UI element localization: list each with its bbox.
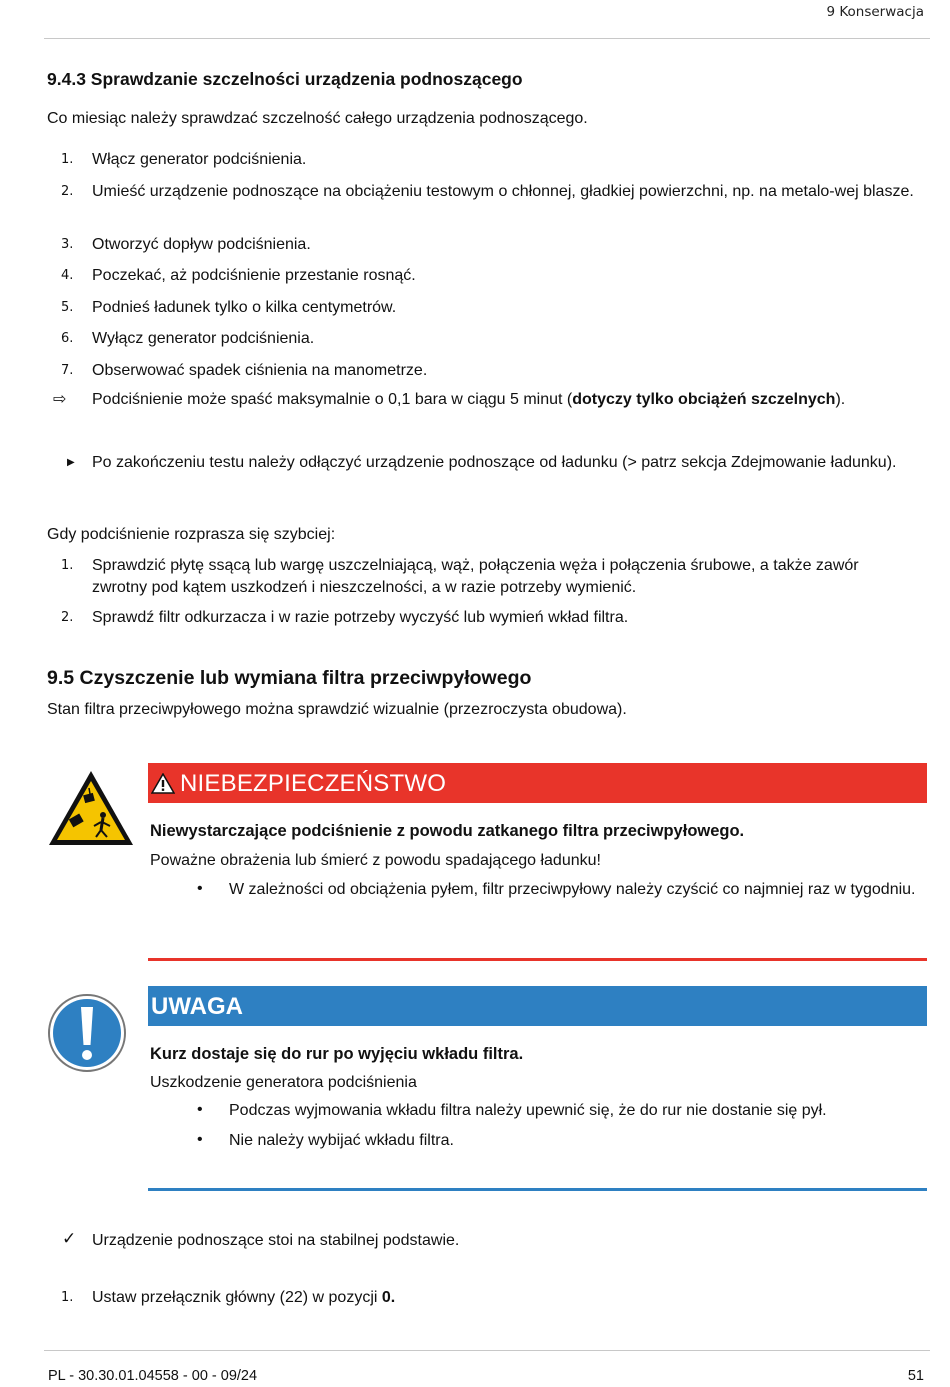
danger-label: NIEBEZPIECZEŃSTWO bbox=[180, 770, 447, 797]
final-step-text: Ustaw przełącznik główny (22) w pozycji 0. bbox=[92, 1289, 396, 1306]
footer-divider bbox=[44, 1350, 930, 1351]
document-number: PL - 30.30.01.04558 - 00 - 09/24 bbox=[48, 1368, 258, 1384]
section-title-9-4-3: 9.4.3 Sprawdzanie szczelności urządzenia podnoszącego bbox=[47, 69, 523, 89]
checkmark-icon: ✓ bbox=[62, 1229, 77, 1249]
step-number: 2. bbox=[61, 184, 74, 199]
caution-label: UWAGA bbox=[151, 993, 243, 1020]
step-text: Włącz generator podciśnienia. bbox=[92, 151, 307, 168]
caution-headline: Kurz dostaje się do rur po wyjęciu wkładu filtra. bbox=[150, 1045, 524, 1063]
triangle-bullet-icon: ▶ bbox=[67, 457, 75, 468]
step-text: Poczekać, aż podciśnienie przestanie rosnąć. bbox=[92, 267, 416, 284]
warning-triangle-icon bbox=[151, 773, 175, 794]
step-number: 1. bbox=[61, 152, 74, 167]
step-number: 4. bbox=[61, 268, 74, 283]
step-number: 6. bbox=[61, 331, 74, 346]
danger-consequence: Poważne obrażenia lub śmierć z powodu spadającego ładunku! bbox=[150, 852, 601, 869]
bullet-dot-icon: • bbox=[197, 880, 203, 897]
section-intro: Co miesiąc należy sprawdzać szczelność całego urządzenia podnoszącego. bbox=[47, 110, 588, 127]
precondition-text: Urządzenie podnoszące stoi na stabilnej podstawie. bbox=[92, 1232, 460, 1249]
step-number: 1. bbox=[61, 1290, 74, 1305]
instruction-text: Po zakończeniu testu należy odłączyć urządzenie podnoszące od ładunku (> patrz sekcja Zdejmowanie ładunku). bbox=[92, 454, 897, 471]
danger-headline: Niewystarczające podciśnienie z powodu zatkanego filtra przeciwpyłowego. bbox=[150, 822, 745, 840]
page-number: 51 bbox=[907, 1368, 924, 1384]
step-number: 1. bbox=[61, 558, 74, 573]
step-text: Obserwować spadek ciśnienia na manometrze. bbox=[92, 362, 428, 379]
step-text: Wyłącz generator podciśnienia. bbox=[92, 330, 315, 347]
caution-measure: Nie należy wybijać wkładu filtra. bbox=[229, 1132, 454, 1149]
exclamation-mandatory-icon bbox=[47, 993, 127, 1073]
danger-end-line bbox=[148, 958, 927, 961]
section-intro: Stan filtra przeciwpyłowego można sprawdzić wizualnie (przezroczysta obudowa). bbox=[47, 701, 627, 718]
step-number: 5. bbox=[61, 300, 74, 315]
caution-header bbox=[148, 986, 927, 1026]
step-number: 7. bbox=[61, 363, 74, 378]
section-title-9-5: 9.5 Czyszczenie lub wymiana filtra przeciwpyłowego bbox=[47, 667, 532, 689]
step-text: Sprawdź filtr odkurzacza i w razie potrzeby wyczyść lub wymień wkład filtra. bbox=[92, 609, 629, 626]
step-text: Sprawdzić płytę ssącą lub wargę uszczelniającą, wąż, połączenia węża i połączenia śrubowe, a także zawór zwrotny pod kątem uszkodzeń i nieszczelności, a w razie potrzeby wymienić. bbox=[92, 557, 859, 596]
step-text: Otworzyć dopływ podciśnienia. bbox=[92, 236, 311, 253]
header-divider bbox=[44, 38, 930, 39]
danger-measure: W zależności od obciążenia pyłem, filtr przeciwpyłowy należy czyścić co najmniej raz w tygodniu. bbox=[229, 881, 916, 898]
condition-text: Gdy podciśnienie rozprasza się szybciej: bbox=[47, 526, 336, 543]
result-text: Podciśnienie może spaść maksymalnie o 0,1 bara w ciągu 5 minut (dotyczy tylko obciążeń szczelnych). bbox=[92, 391, 846, 408]
bullet-dot-icon: • bbox=[197, 1131, 203, 1148]
step-text: Podnieś ładunek tylko o kilka centymetrów. bbox=[92, 299, 397, 316]
caution-consequence: Uszkodzenie generatora podciśnienia bbox=[150, 1074, 417, 1091]
step-number: 3. bbox=[61, 237, 74, 252]
danger-header bbox=[148, 763, 927, 803]
falling-load-warning-icon bbox=[46, 768, 136, 848]
step-number: 2. bbox=[61, 610, 74, 625]
chapter-header: 9 Konserwacja bbox=[826, 4, 924, 20]
caution-end-line bbox=[148, 1188, 927, 1191]
result-arrow-icon: ⇨ bbox=[53, 391, 67, 408]
bullet-dot-icon: • bbox=[197, 1101, 203, 1118]
caution-measure: Podczas wyjmowania wkładu filtra należy upewnić się, że do rur nie dostanie się pył. bbox=[229, 1102, 827, 1119]
step-text: Umieść urządzenie podnoszące na obciążeniu testowym o chłonnej, gładkiej powierzchni, np. na metalo-wej blasze. bbox=[92, 183, 914, 200]
